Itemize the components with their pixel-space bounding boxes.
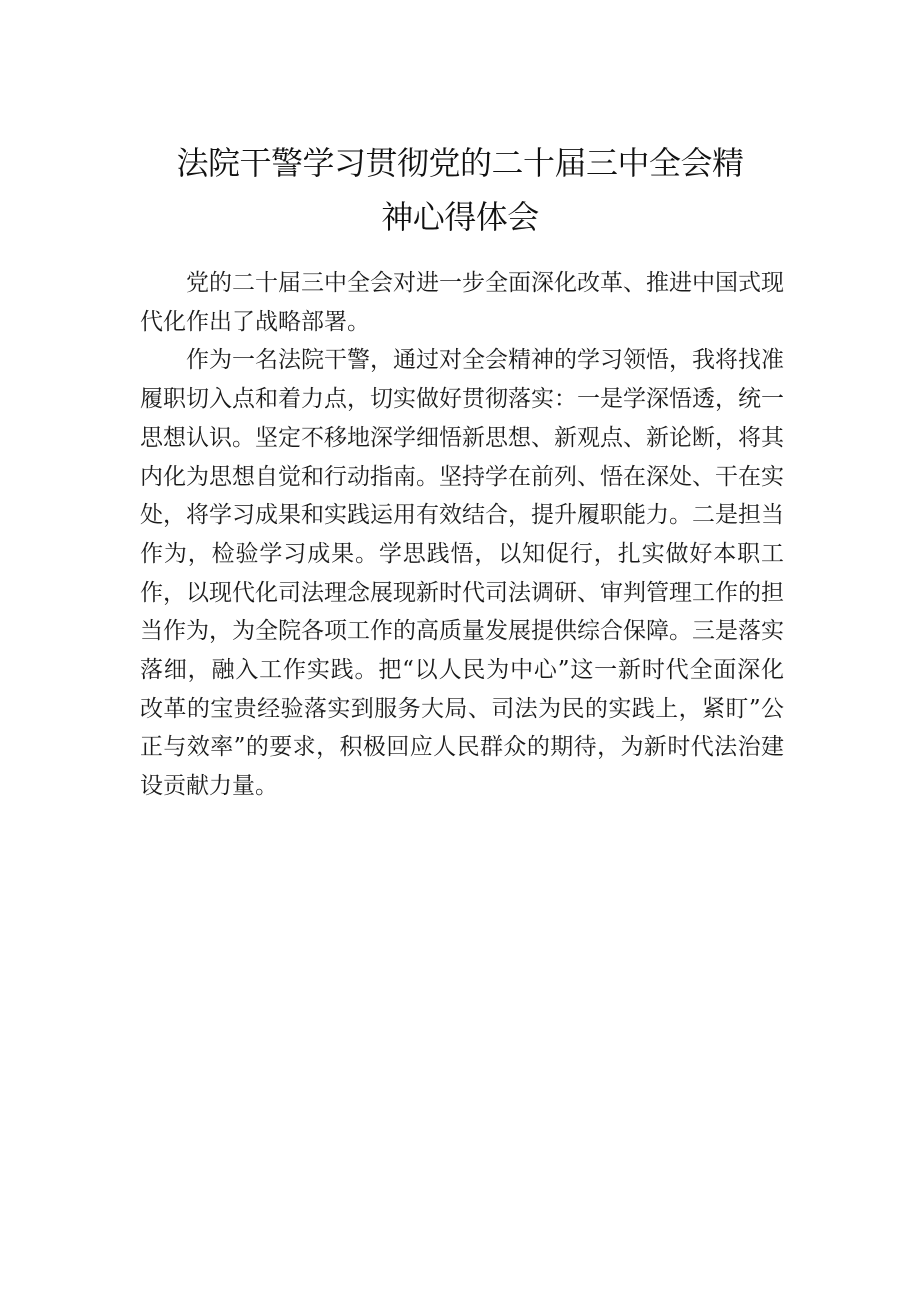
document-body (140, 264, 784, 806)
paragraph-intro: 党的二十届三中全会对进一步全面深化改革、推进中国式现代化作出了战略部署。 (140, 270, 784, 335)
paragraph-main: 作为一名法院干警，通过对全会精神的学习领悟，我将找准履职切入点和着力点，切实做好贯彻落实：一是学深悟透，统一思想认识。坚定不移地深学细悟新思想、新观点、新论断，将其内化为思想自觉和行动指南。坚持学在前列、悟在深处、干在实处，将学习成果和实践运用有效结合，提升履职能力。二是担当作为，检验学习成果。学思践悟，以知促行，扎实做好本职工作，以现代化司法理念展现新时代司法调研、审判管理工作的担当作为，为全院各项工作的高质量发展提供综合保障。三是落实落细，融入工作实践。把“以人民为中心”这一新时代全面深化改革的宝贵经验落实到服务大局、司法为民的实践上，紧盯”公正与效率”的要求，积极回应人民群众的期待，为新时代法治建设贡献力量。 (140, 347, 784, 800)
document-title-line-2: 神心得体会 (381, 198, 539, 236)
document-title-line-1: 法院干警学习贯彻党的二十届三中全会精 (176, 144, 744, 182)
document-title (140, 136, 780, 244)
